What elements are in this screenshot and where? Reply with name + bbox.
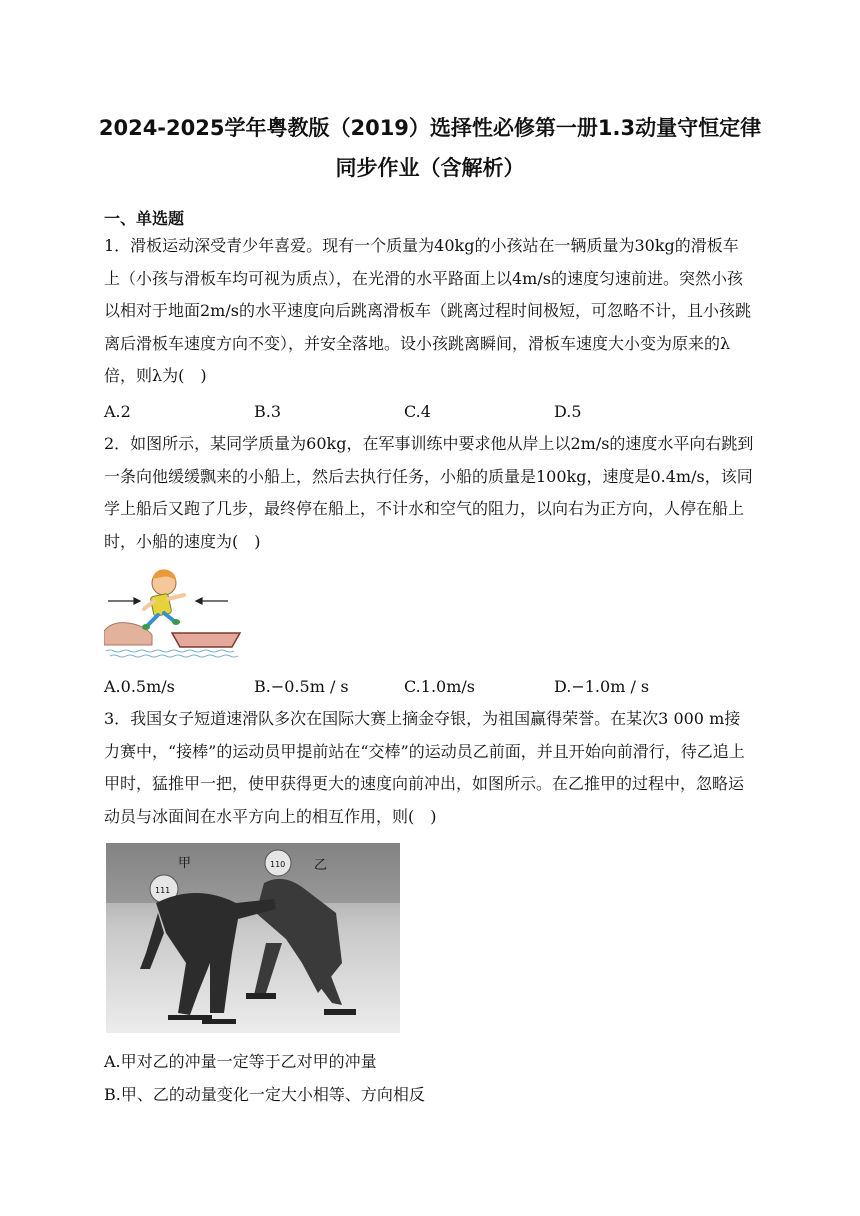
label-yi: 乙 xyxy=(314,858,328,873)
boy-icon xyxy=(142,569,184,630)
option-b: B.3 xyxy=(254,402,282,421)
question-3-option-b: B.甲、乙的动量变化一定大小相等、方向相反 xyxy=(104,1085,425,1104)
speed-skating-photo xyxy=(106,843,400,1033)
document-title xyxy=(60,108,800,188)
title-line-1: 2024-2025学年粤教版（2019）选择性必修第一册1.3动量守恒定律 xyxy=(98,116,762,140)
question-2-options xyxy=(104,676,754,698)
question-3-option-a: A.甲对乙的冲量一定等于乙对甲的冲量 xyxy=(104,1052,377,1071)
boat xyxy=(172,633,240,647)
question-2-text: 2．如图所示，某同学质量为60kg，在军事训练中要求他从岸上以2m/s的速度水平向右跳到一条向他缓缓飘来的小船上，然后去执行任务，小船的质量是100kg，速度是0.4m/s，该同学上船后又跑了几步，最终停在船上，不计水和空气的阻力，以向右为正方向，人停在船上时，小船的速度为( ) xyxy=(104,434,754,551)
question-1-text: 1．滑板运动深受青少年喜爱。现有一个质量为40kg的小孩站在一辆质量为30kg的滑板车上（小孩与滑板车均可视为质点），在光滑的水平路面上以4m/s的速度匀速前进。突然小孩以相对于地面2m/s的水平速度向后跳离滑板车（跳离过程时间极短，可忽略不计，且小孩跳离后滑板车速度方向不变），并安全落地。设小孩跳离瞬间，滑板车速度大小变为原来的λ倍，则λ为( ) xyxy=(104,236,751,385)
boy-jumping-figure xyxy=(104,565,246,661)
label-jia: 甲 xyxy=(178,856,192,871)
option-c: C.4 xyxy=(404,402,431,421)
option-d: D.5 xyxy=(554,402,582,421)
title-line-2: 同步作业（含解析） xyxy=(335,156,525,180)
option-b: B.−0.5m / s xyxy=(254,677,349,696)
option-a: A.0.5m/s xyxy=(104,677,175,696)
option-d: D.−1.0m / s xyxy=(554,677,650,696)
left-arrow xyxy=(196,598,228,604)
question-3-text: 3．我国女子短道速滑队多次在国际大赛上摘金夺银，为祖国赢得荣誉。在某次3 000 m接力赛中，“接棒”的运动员甲提前站在“交棒”的运动员乙前面，并且开始向前滑行，待乙追上甲时，猛推甲一把，使甲获得更大的速度向前冲出，如图所示。在乙推甲的过程中，忽略运动员与冰面间在水平方向上的相互作用，则( ) xyxy=(104,709,745,826)
section-heading: 一、单选题 xyxy=(104,209,185,228)
option-c: C.1.0m/s xyxy=(404,677,475,696)
option-a: A.2 xyxy=(104,402,131,421)
helmet-yi-number: 110 xyxy=(270,860,286,869)
right-arrow xyxy=(108,598,140,604)
water xyxy=(106,650,238,657)
helmet-jia-number: 111 xyxy=(155,886,171,895)
question-1-options xyxy=(104,401,754,423)
